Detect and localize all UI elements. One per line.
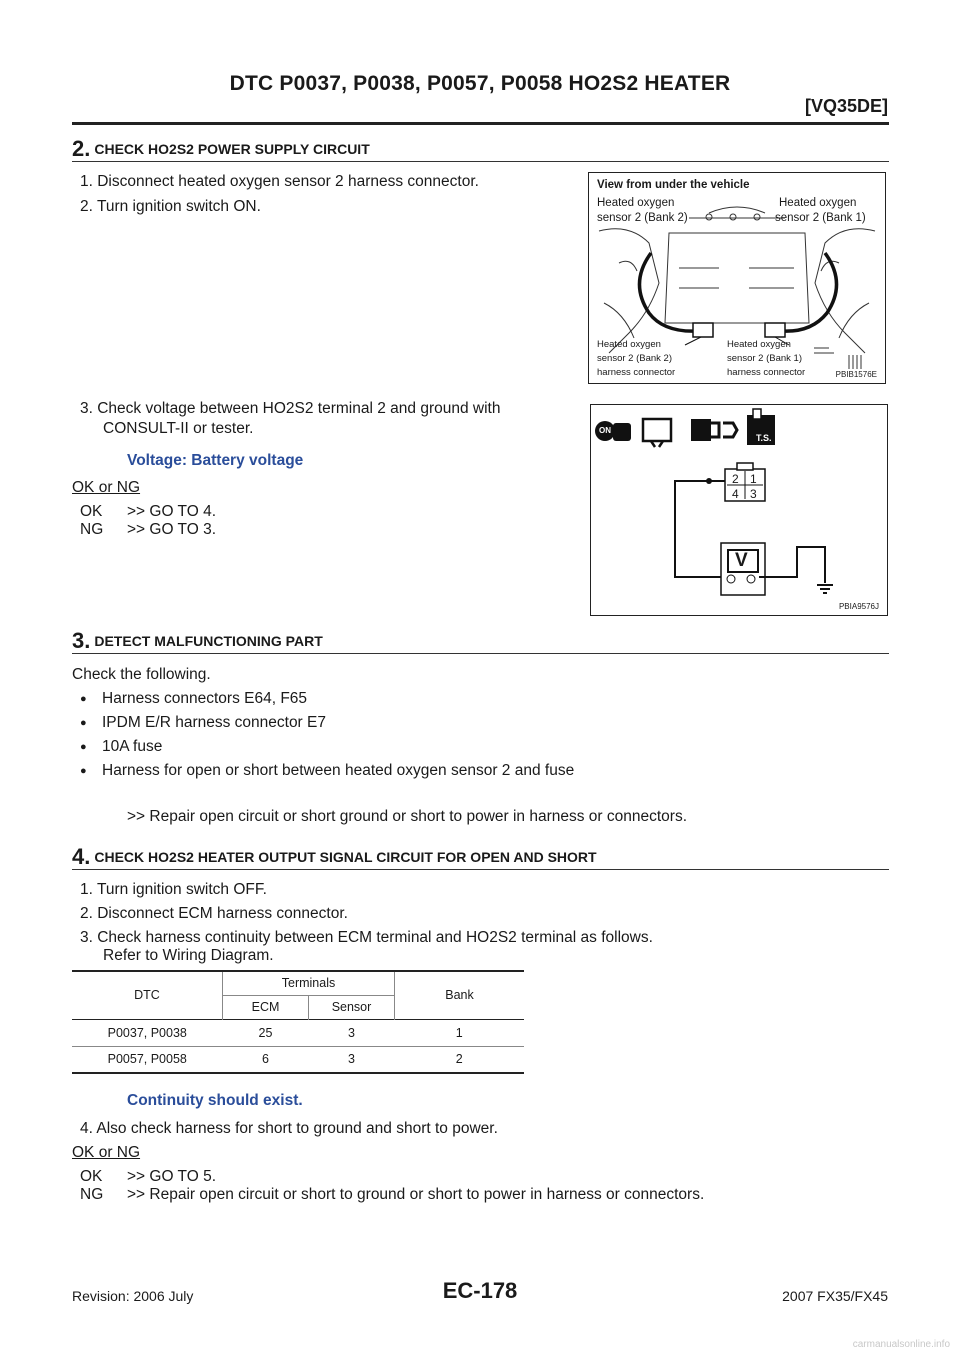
step-2-heading [72,136,370,162]
column-header: Terminals [223,971,395,995]
page-title: DTC P0037, P0038, P0057, P0058 HO2S2 HEATER [229,72,731,95]
label-bank1-connector: harness connector [727,367,806,378]
step-title: CHECK HO2S2 HEATER OUTPUT SIGNAL CIRCUIT FOR OPEN AND SHORT [94,849,597,865]
figure-voltage-check [590,404,888,616]
instruction: 1. Turn ignition switch OFF. [80,881,267,898]
spec-value: Voltage: Battery voltage [127,452,304,469]
terminal-2: 2 [732,472,739,486]
table-cell: 25 [258,1025,273,1040]
spec-value: Continuity should exist. [127,1092,303,1109]
step-4-heading [72,844,597,870]
watermark: carmanualsonline.info [852,1339,950,1350]
step-result: >> Repair open circuit or short ground or short to power in harness or connectors. [127,808,688,825]
ok-or-ng: OK or NG [72,1144,141,1161]
label-bank1-connector: Heated oxygen [727,339,791,350]
label-bank1-sensor: Heated oxygen [779,197,857,209]
label-bank2-connector: Heated oxygen [597,339,661,350]
label-bank1-sensor: sensor 2 (Bank 1) [775,212,866,224]
terminal-1: 1 [750,472,757,486]
column-header: ECM [223,995,309,1019]
step-3-heading [72,628,323,654]
connector-disconnect-icon [643,419,671,447]
label-bank2-connector: harness connector [597,367,676,378]
instruction: Refer to Wiring Diagram. [103,947,274,964]
instruction: 1. Disconnect heated oxygen sensor 2 harness connector. [80,173,479,190]
table-cell: 1 [455,1025,463,1040]
column-header: Bank [445,988,474,1003]
instruction: 4. Also check harness for short to ground and short to power. [80,1120,498,1137]
step-rule [72,161,889,162]
column-header: DTC [134,988,160,1003]
ok-result: >> GO TO 5. [127,1168,217,1185]
label-bank2-sensor: Heated oxygen [597,197,675,209]
table-cell: 3 [348,1025,355,1040]
instruction: 3. Check harness continuity between ECM terminal and HO2S2 terminal as follows. [80,929,653,946]
figure-code: PBIB1576E [835,370,877,379]
ng-label: NG [80,1186,104,1203]
table-row [72,1046,524,1073]
ts-label: T.S. [756,433,772,443]
voltmeter-label: V [735,550,748,571]
table-header-row [72,971,524,995]
instruction: 2. Turn ignition switch ON. [80,198,261,215]
ok-or-ng: OK or NG [72,479,141,496]
step-rule [72,653,889,654]
table-cell: 3 [348,1052,355,1067]
ng-result: >> GO TO 3. [127,521,217,538]
column-header: Sensor [309,995,395,1019]
ng-result: >> Repair open circuit or short to ground or short to power in harness or connectors. [127,1186,705,1203]
ok-label: OK [80,1168,103,1185]
list-item: 10A fuse [102,738,163,755]
step-number: 3. [72,628,91,653]
label-bank2-sensor: sensor 2 (Bank 2) [597,212,688,224]
on-label: ON [599,426,611,435]
instruction: 2. Disconnect ECM harness connector. [80,905,348,922]
list-item: Harness connectors E64, F65 [102,690,308,707]
table-cell: P0057, P0058 [107,1052,187,1067]
step-rule [72,869,889,870]
instruction: 3. Check voltage between HO2S2 terminal 2 and ground with [80,400,501,417]
engine-code: [VQ35DE] [804,96,888,116]
bullet-icon: ● [80,765,87,777]
step-number: 2. [72,136,91,161]
instruction: Check the following. [72,666,211,683]
terminal-3: 3 [750,487,757,501]
instruction: CONSULT-II or tester. [103,420,254,437]
view-caption: View from under the vehicle [597,179,750,191]
bullet-icon: ● [80,717,87,729]
figure-code: PBIA9576J [838,602,879,611]
ok-result: >> GO TO 4. [127,503,217,520]
terminal-4: 4 [732,487,739,501]
table-cell: P0037, P0038 [107,1025,187,1040]
ok-label: OK [80,503,103,520]
harness-connector-icon [691,419,737,441]
voltage-check-drawing [591,405,887,615]
table-row [72,1019,524,1046]
label-bank1-connector: sensor 2 (Bank 1) [727,353,802,364]
figure-sensor-location [588,172,886,384]
table-cell: 2 [455,1052,463,1067]
continuity-table [72,970,524,1074]
step-title: DETECT MALFUNCTIONING PART [94,633,323,649]
bullet-icon: ● [80,741,87,753]
page-number: EC-178 [442,1278,518,1303]
ng-label: NG [80,521,104,538]
step-title: CHECK HO2S2 POWER SUPPLY CIRCUIT [94,141,370,157]
list-item: IPDM E/R harness connector E7 [102,714,326,731]
step-number: 4. [72,844,91,869]
revision-date: Revision: 2006 July [72,1288,194,1304]
list-item: Harness for open or short between heated oxygen sensor 2 and fuse [102,762,575,779]
label-bank2-connector: sensor 2 (Bank 2) [597,353,672,364]
model-name: 2007 FX35/FX45 [782,1288,888,1304]
bullet-icon: ● [80,693,87,705]
header-rule [72,122,889,125]
table-cell: 6 [262,1052,269,1067]
